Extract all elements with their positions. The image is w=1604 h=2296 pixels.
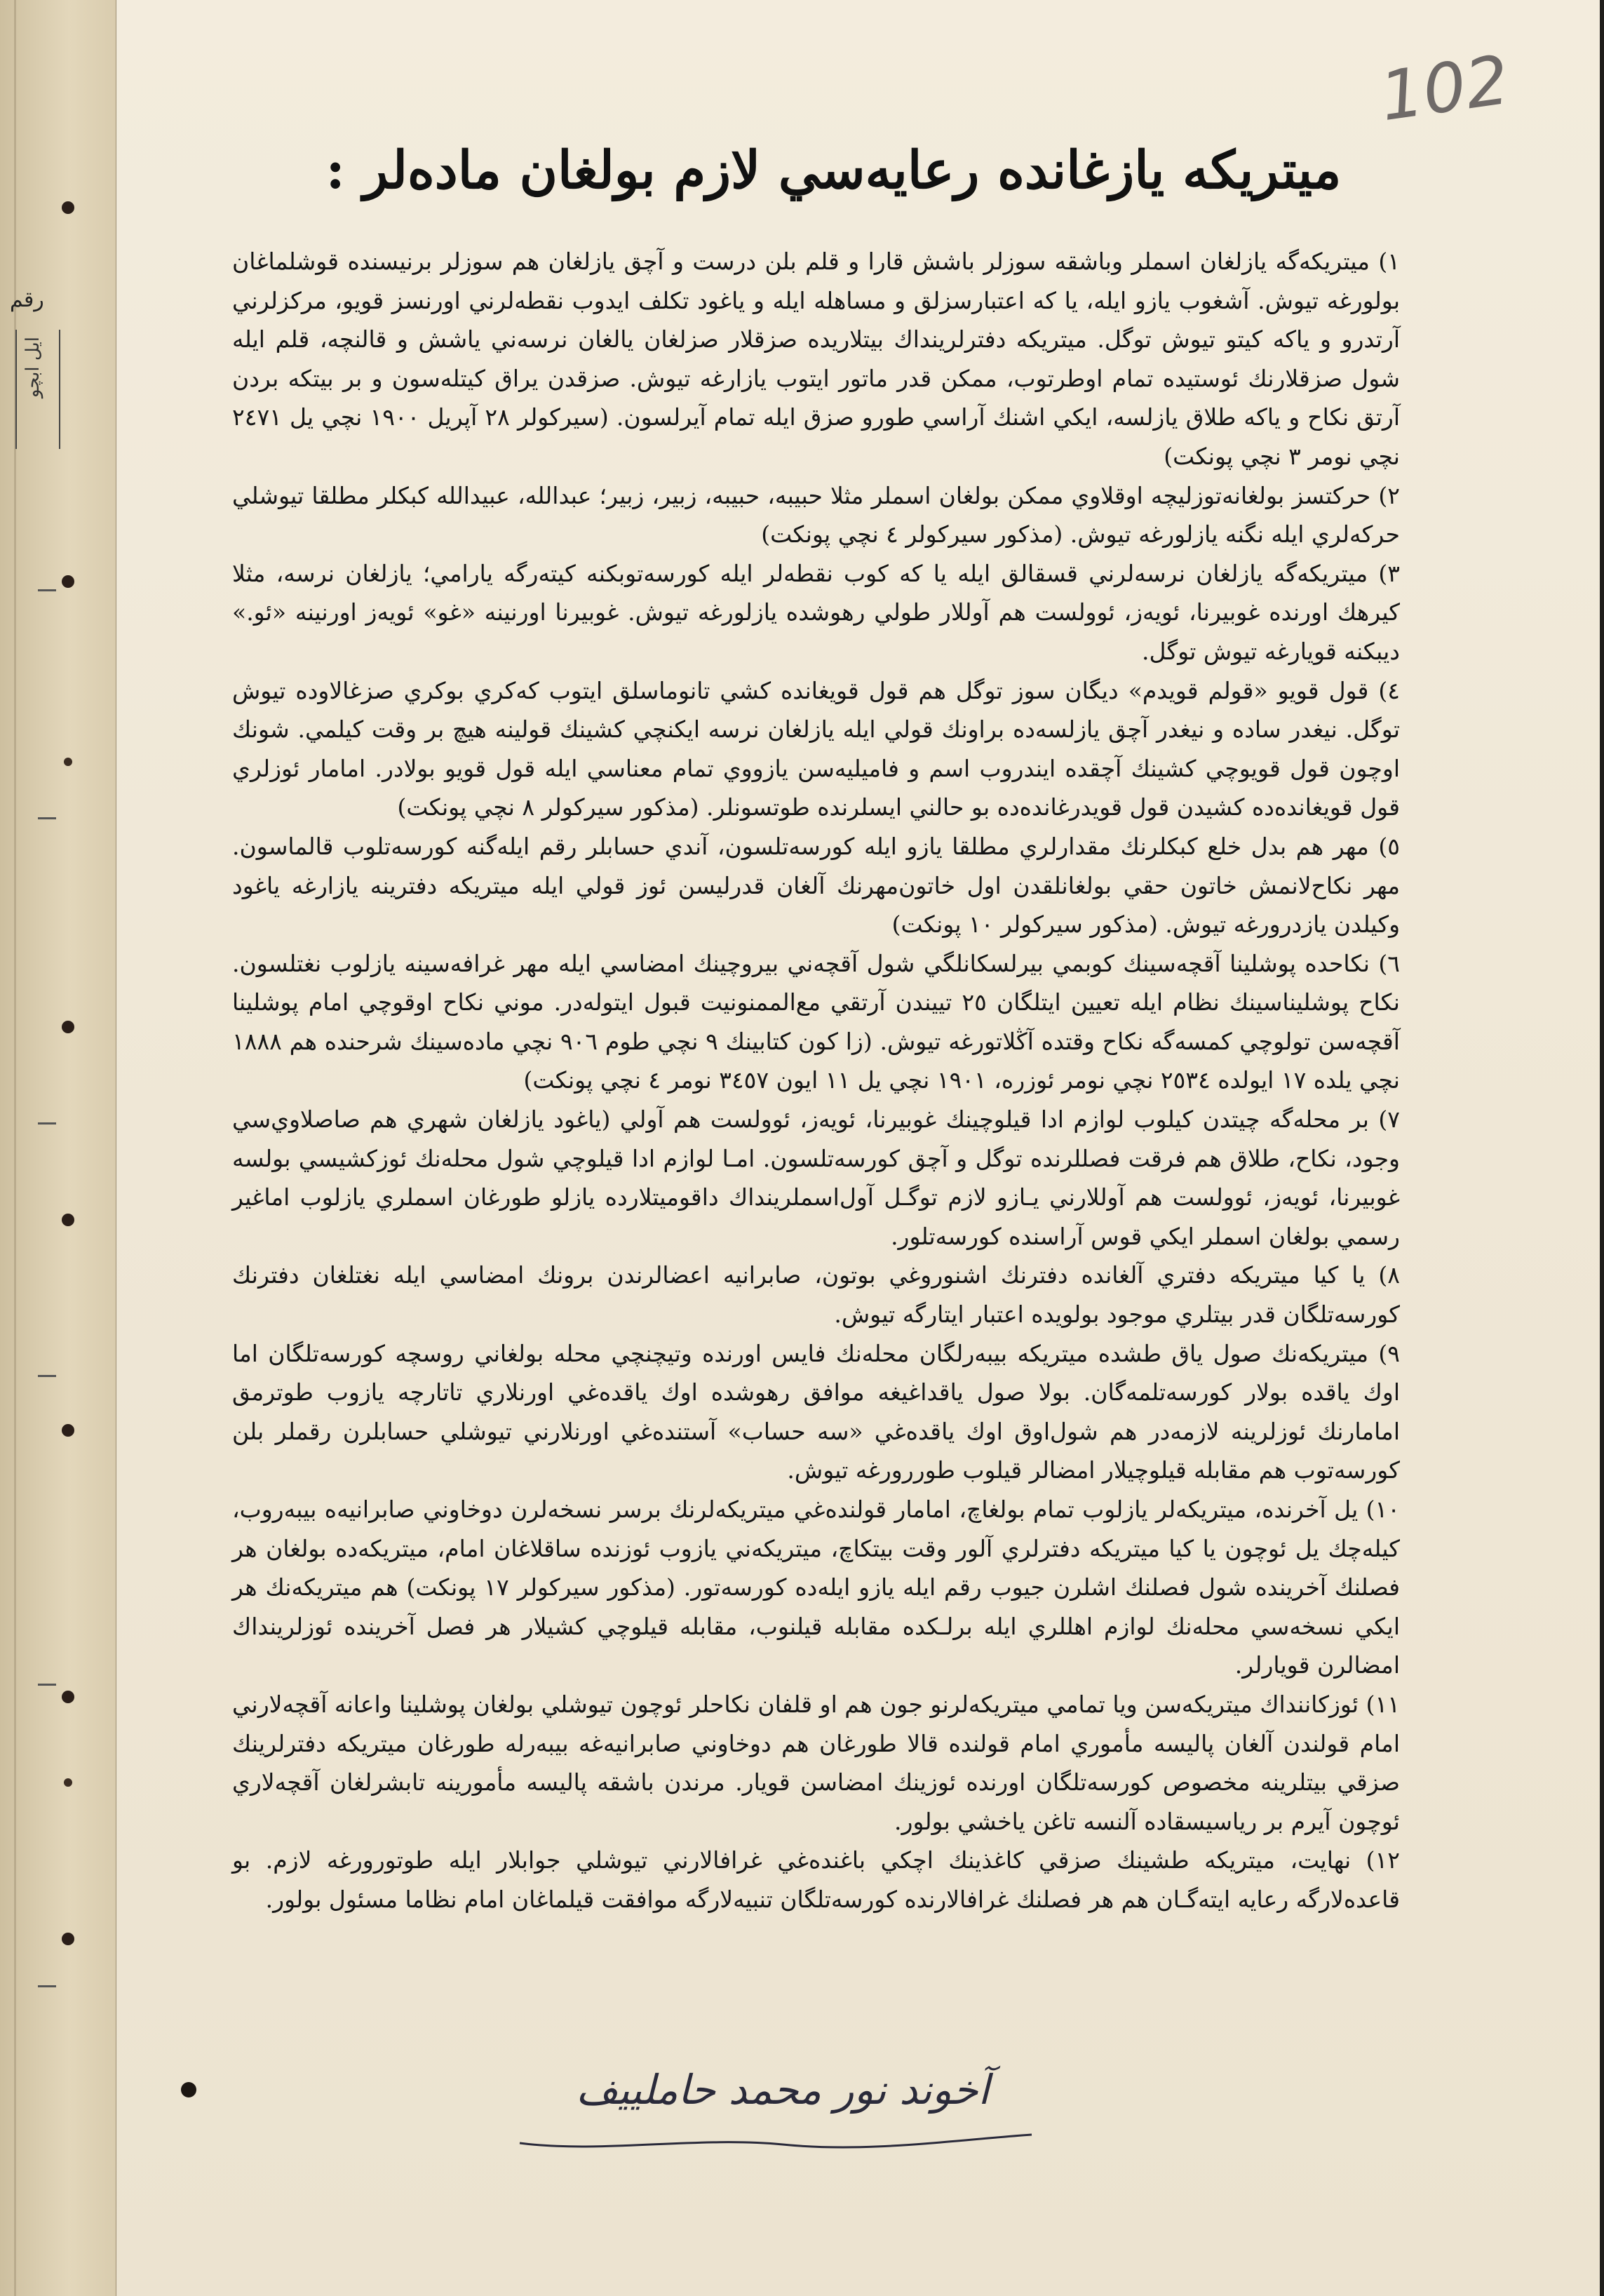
paragraph-5: ٥) مهر هم بدل خلع كبكلرنك مقدارلري مطلقا يازو ايله كورسه‌تلسون، آندي حسابلر رقم ايله‌گنه كورسه‌تلوب قالماسون. مهر نكاح‌لانمش خاتون حقي بولغانلقدن اول خاتون‌مهرنك آلغان قدرليسن ئوز قولي ايله ميتريكه دفترينه يازارغه ياغود وكيلدن يازدرورغه تيوش. (مذكور سيركولر ١٠ پونكت)	[232, 832, 1400, 939]
page-number: 102	[1375, 40, 1514, 137]
left-page-vertical-note: ايل ابچو	[22, 337, 43, 398]
left-page-label: رقم	[10, 288, 44, 312]
document-title: ميتريكه يازغانده رعايه‌سي لازم بولغان ماده‌لر :	[325, 140, 1342, 201]
paragraph-10: ١٠) يل آخرنده، ميتريكه‌لر يازلوب تمام بولغاچ، امامار قولنده‌غي ميتريكه‌لرنك برسر نسخه‌لرن دوخاوني صابرانيه‌ه بيبه‌روب، كيله‌چك يل ئوچون يا كيا ميتريكه دفترلري آلور وقت بيتكاچ، ميتريكه‌ني يازوب ئوزنده ساقلاغان امام، ميتريكه‌ده بولغان هر فصلنك آخرينده شول فصلنك اشلرن جيوب رقم ايله يازو ايله‌ده كورسه‌تور. (مذكور سيركولر ١٧ پونكت) هم ميتريكه‌نك هر ايكي نسخه‌سي محله‌نك لوازم اهللري ايله برلـكده مقابله قيلنوب، مقابله قيلوچي كشيلار هر فصل آخرينده ئوزلرينداك امضالرن قويارلر.	[232, 1496, 1400, 1679]
paragraph-9: ٩) ميتريكه‌نك صول ياق طشده ميتريكه بيبه‌رلگان محله‌نك فايس اورنده‌ وتيچنچي محله بولغاني روسچه كورسه‌تلگان اما اوك ياقده بولار كورسه‌تلمه‌گان. بولا صول ياقداغيغه موافق رهوشده اوك ياقده‌غي اورنلاري تاتارچه يازوب طوترمق امامارنك ئوزلرينه لازمه‌در هم شول‌اوق اوك ياقده‌غي «سه حساب» آستنده‌غي اورنلارني تيوشلي حسابلرن رقملر بلن كورسه‌توب هم مقابله قيلوچيلار امضالر قيلوب طوررورغه تيوش.	[232, 1339, 1400, 1484]
binding-hole	[64, 758, 72, 766]
paragraph-3: ٣) ميتريكه‌گه يازلغان نرسه‌لرني قسقالق ايله يا كه كوب نقطه‌لر ايله كورسه‌توبكنه كيته‌رگه يارامي؛ يازلغان نرسه، مثلا كيرهك اورنده غوبيرنا، ئويه‌ز، ئوولست هم آوللار طولي رهوشده يازلورغه تيوش. غوبيرنا اورنينه «غو» ئويه‌ز اورنينه «ئو.» ديبكنه قويارغه تيوش توگل.	[232, 559, 1400, 665]
binding-hole	[64, 1778, 72, 1787]
binding-rivet	[181, 2082, 196, 2097]
binding-hole	[62, 1021, 74, 1033]
paragraph-4: ٤) قول قويو «قولم قويدم» ديگان سوز توگل هم قول قويغانده كشي تانوماسلق ايتوب كه‌كري بوكري صزغالاوده تيوش توگل. نيغدر ساده و نيغدر آچق يازلسه‌ده براونك قولي ايله يازلغان نرسه ايكنچي كشينك قولينه هيچ بر وقت كيلمي. شونك اوچون قول قويوچي كشينك آچقده ايندروب اسم و فاميليه‌سن يازووي تمام معناسي ايله قول قويو بولادر. امامار ئوزلري قول قويغانده‌ده كشيدن قول قويدرغانده‌ده بو حالني ايسلرنده طوتسونلر. (مذكور سيركولر ٨ نچي پونكت)	[232, 676, 1401, 821]
left-page-cell	[15, 330, 60, 449]
paragraph-6: ٦) نكاحده پوشلينا آقچه‌سينك كوبمي بيرلسكانلگي شول آقچه‌ني بيروچينك امضاسي ايله مهر غرافه‌سينه يازلوب نغتلسون. نكاح پوشليناسينك نظام ايله تعيين ايتلگان ٢٥ تييندن آرتقي مع‌الممنونيت قبول ايتوله‌در. موني نكاح اوقوچي امام پوشلينا آقچه‌سن تولوچي كمسه‌گه نكاح وقتده آڭلاتورغه تيوش. (زا كون كتابينك ٩ نچي طوم ٩٠٦ نچي ماده‌سينك شرحنده هم ١٨٨٨ نچي يلده ١٧ ايولده ٢٥٣٤ نچي نومر ئوزره، ١٩٠١ نچي يل ١١ ايون ٣٤٥٧ نومر ٤ نچي پونكت)	[232, 949, 1400, 1094]
paragraph-2: ٢) حركتسز بولغانه‌توزليچه اوقلاوي ممكن بولغان اسملر مثلا حبيبه، حبيبه، زبير، زبير؛ عبدالله، عبيدالله كبكلر مطلقا تيوشلي حركه‌لري ايله نگنه يازلورغه تيوش. (مذكور سيركولر ٤ نچي پونكت)	[232, 481, 1400, 549]
binding-hole	[62, 1214, 74, 1226]
paragraph-8: ٨) يا كيا ميتريكه دفتري آلغانده دفترنك اشنوروغي بوتون، صابرانيه اعضالرندن برونك امضاسي ايله نغتلغان دفترنك كورسه‌تلگان قدر بيتلري موجود بولويده اعتبار ايتارگه تيوش.	[232, 1261, 1400, 1329]
binding-hole	[62, 1424, 74, 1437]
paragraph-1: ١) ميتريكه‌گه يازلغان اسملر وباشقه سوزلر باشش قارا و قلم بلن درست و آچق يازلغان هم سوزلر برنيسنده قوشلماغان بولورغه تيوش. آشغوب يازو ايله، يا كه اعتبارسزلق و مساهله ايله و ياغود تكلف ايدوب نقطه‌لرني اورنسز قويو، مركزلرني آرتدرو و ياكه كيتو تيوش توگل. ميتريكه دفترلرينداك بيتلاريده صزقلار صزلغان يالغان نرسه‌ني ياشش و قالنچه، قلم ايله شول صزقلارنك ئوستيده تمام اوطرتوب، ممكن قدر ماتور ايتوب يازارغه تيوش. صزقدن يراق كيتله‌سون و بر بيتكه بردن آرتق نكاح و ياكه طلاق يازلسه، ايكي اشنك آراسي طورو صزق ايله تمام آيرلسون. (سيركولر ٢٨ آپريل ١٩٠٠ نچي يل ٢٤٧١ نچي نومر ٣ نچي پونكت)	[232, 248, 1400, 470]
paragraph-7: ٧) بر محله‌گه چيتدن كيلوب لوازم ادا قيلوچينك غوبيرنا، ئويه‌ز، ئوولست هم آولي (ياغود يازلغان شهري هم صاصلاوي‌سي وجود، نكاح، طلاق هم فرقت فصللرنده توگل و آچق كورسه‌تلسون. امـا لوازم ادا قيلوچي شول محله‌نك ئوزكشيسي بولسه غوبيرنا، ئويه‌ز، ئوولست هم آوللارني يـازو لازم توگـل آول‌اسملرينداك داقوميتلارده يازلو طورغان اسملري يازلوب اماغير رسمي بولغان اسملر ايكي قوس آراسنده كورسه‌تلور.	[232, 1106, 1400, 1250]
paragraph-12: ١٢) نهايت، ميتريكه طشينك صزقي كاغذينك اچكي باغنده‌غي غرافالارني تيوشلي جوابلار ايله طوتورورغه لازم. بو قاعده‌لارگه رعايه ايته‌گـان هم هر فصلنك غرافالارنده كورسه‌تلگان تنبيه‌لارگه موافقت قيلماغان امام نظاما مسئول بولور.	[232, 1846, 1400, 1913]
ruler-tick	[38, 1375, 56, 1377]
signature-flourish	[516, 2115, 1035, 2157]
binding-hole	[62, 1933, 74, 1945]
paragraph-11: ١١) ئوزكاننداك ميتريكه‌سن ويا تمامي ميتريكه‌لرنو جون هم او قلفان نكاحلر ئوچون تيوشلي بولغان پوشلينا واعانه آقچه‌لارني امام قولندن آلغان پاليسه مأموري امام قولنده قالا طورغان هم دوخاوني صابرانيه‌غه بيبه‌رله طورغان ميتريكه دفترلرينك صزقي بيتلرينه مخصوص كورسه‌تلگان اورنده ئوزينك امضاسن قويار. مرندن باشقه پاليسه مأمورينه تابشرلغان آقچه‌لاري ئوچون آيرم بر رياسيسقاده آلنسه تاغن ياخشي بولور.	[232, 1690, 1400, 1835]
ruler-tick	[38, 1985, 56, 1987]
binding-hole	[62, 1691, 74, 1703]
ruler-tick	[38, 1122, 56, 1124]
binding-hole	[62, 575, 74, 588]
ruler-tick	[38, 1684, 56, 1686]
ruler-tick	[38, 589, 56, 591]
signature: آخوند نور محمد حاملييف	[576, 2066, 990, 2114]
adjacent-page-edge	[0, 0, 117, 2296]
document-body	[232, 242, 1400, 1919]
binding-hole	[62, 201, 74, 214]
document-page	[116, 0, 1600, 2296]
ruler-tick	[38, 817, 56, 819]
